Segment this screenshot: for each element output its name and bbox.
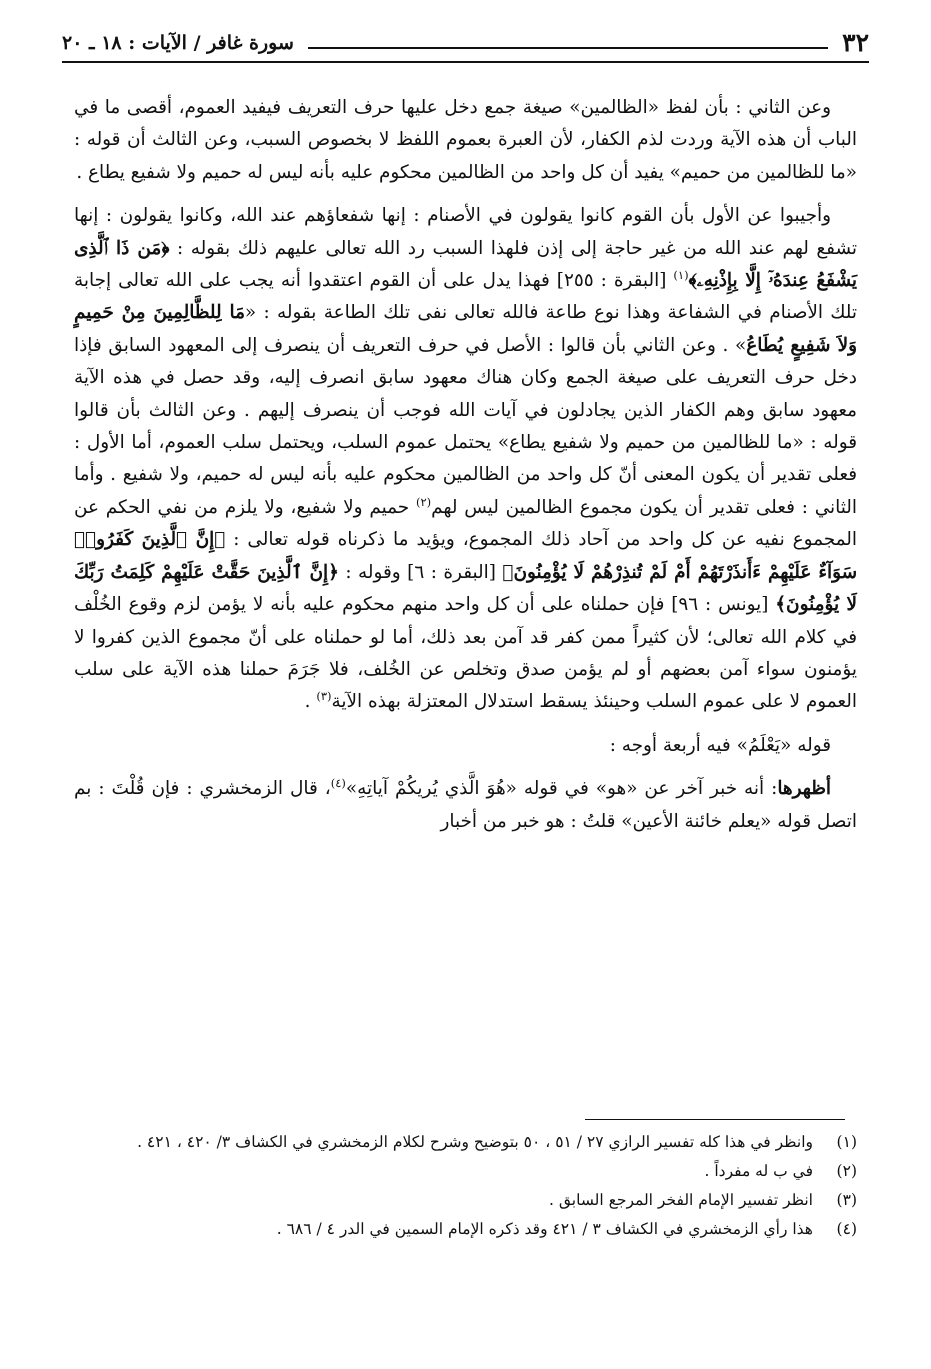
main-text: [74, 92, 857, 838]
footnote: [80, 1128, 857, 1157]
footnote-text: هذا رأي الزمخشري في الكشاف ٣ / ٤٢١ وقد ذكره الإمام السمين في الدر ٤ / ٦٨٦ .: [276, 1220, 813, 1238]
paragraph: [74, 730, 857, 762]
chapter-title: سورة غافر / الآيات : ١٨ ـ ٢٠: [62, 32, 294, 54]
footnote: [80, 1186, 857, 1215]
header-rule: [62, 61, 869, 63]
text-run: : أنه خبر آخر عن «هو» في قوله «هُوَ الَّذي يُريكُمْ آياتِهِ»: [345, 778, 778, 800]
bold-lead-word: أظهرها: [777, 778, 832, 800]
footnote-reference: (٤): [330, 776, 346, 790]
page-number: ٣٢: [842, 28, 869, 57]
header-rule-segment: [308, 47, 828, 49]
footnote-text: في ب له مفرداً .: [704, 1162, 813, 1180]
running-header: [62, 26, 869, 60]
paragraph: [74, 773, 857, 838]
text-run: [البقرة : ٢٥٥] فهذا يدل على أن القوم اعتقدوا أنه يجب على الله تعالى إجابة تلك الأصنام في الشفاعة وهذا نوع طاعة فالله تعالى نفى تلك الطاعة بقوله : «: [74, 270, 857, 324]
text-run: حميم ولا شفيع، ولا يلزم من نفي الحكم عن المجموع نفيه عن كل واحد من آحاد ذلك المجموع، ويؤيد ما ذكرناه قوله تعالى :: [74, 496, 857, 551]
text-run: [البقرة : ٦] وقوله :: [338, 561, 503, 583]
text-run: » . وعن الثاني بأن قالوا : الأصل في حرف التعريف أن ينصرف إلى المعهود السابق فإذا دخل حرف التعريف على صيغة الجمع وكان هناك معهود سابق انصرف إليه، وقد حصل في هذه الآية معهود سابق وهم الكفار الذين يجادلون في آيات الله فوجب أن ينصرف إليهم . وعن الثالث بأن قالوا قوله : «ما للظالمين من حميم ولا شفيع يطاع» يحتمل عموم السلب، ويحتمل سلب العموم، أما الأول : فعلى تقدير أن يكون المعنى أنّ كل واحد من الظالمين محكوم عليه بأنه ليس له حميم، ولا شفيع . وأما الثاني : فعلى تقدير أن يكون مجموع الظالمين ليس لهم: [74, 334, 858, 518]
footnote-separator: [585, 1119, 845, 1120]
footnote-reference: (٣): [316, 689, 332, 704]
footnote-text: انظر تفسير الإمام الفخر المرجع السابق .: [549, 1191, 813, 1209]
footnote-number: (٣): [836, 1191, 857, 1209]
footnotes: [80, 1128, 857, 1244]
paragraph: [74, 92, 857, 189]
quran-quote: مَا لِلظَّالِمِينَ مِنْ حَمِيمٍ وَلاَ شَفِيعٍ يُطَاعُ: [74, 302, 857, 356]
footnote: [80, 1215, 857, 1244]
text-run: .: [304, 691, 317, 713]
footnote: [80, 1157, 857, 1186]
footnote-number: (٢): [836, 1162, 857, 1180]
footnote-number: (١): [836, 1133, 857, 1151]
text-run: ، قال الزمخشري : فإن قُلْتَ : بم اتصل قوله «يعلم خائنة الأعين» قلتُ : هو خبر من أخبار: [74, 778, 857, 832]
text-run: قوله «يَعْلَمُ» فيه أربعة أوجه :: [609, 734, 831, 756]
quran-quote: ﴿إِنَّ ٱلَّذِينَ كَفَرُوا۟ سَوَآءٌ عَلَيْهِمْ ءَأَنذَرْتَهُمْ أَمْ لَمْ تُنذِرْهُمْ لَا يُؤْمِنُونَ﴾: [74, 529, 857, 583]
text-run: [يونس : ٩٦] فإن حملناه على أن كل واحد منهم محكوم عليه بأنه لا يؤمن لزم وقوع الخُلْف في كلام الله تعالى؛ لأن كثيراً ممن كفر قد آمن بعد ذلك، أما لو حملناه على أنّ مجموع الذين كفروا لا يؤمنون سواء آمن بعضهم أو لم يؤمن صدق وتخلص عن الخُلف، فلا جَرَمَ حملنا هذه الآية على سلب العموم لا على عموم السلب وحينئذ يسقط استدلال المعتزلة بهذه الآية: [74, 594, 857, 713]
quran-quote: ﴿إِنَّ ٱلَّذِينَ حَقَّتْ عَلَيْهِمْ كَلِمَتُ رَبِّكَ لَا يُؤْمِنُونَ﴾: [74, 561, 857, 616]
footnote-text: وانظر في هذا كله تفسير الرازي ٢٧ / ٥١ ، ٥٠ بتوضيح وشرح لكلام الزمخشري في الكشاف ٣/ ٤٢٠ ، ٤٢١ .: [137, 1133, 813, 1151]
quran-quote: ﴿مَن ذَا ٱلَّذِى يَشْفَعُ عِندَهُۥٓ إِلَّا بِإِذْنِهِۦ﴾: [74, 237, 857, 292]
footnote-reference: (٢): [415, 494, 432, 509]
footnote-number: (٤): [836, 1220, 857, 1238]
text-run: وأجيبوا عن الأول بأن القوم كانوا يقولون في الأصنام : إنها شفعاؤهم عند الله، وكانوا يقولون : إنها تشفع لهم عند الله من غير حاجة إلى إذن فلهذا السبب رد الله تعالى عليهم ذلك بقوله :: [74, 205, 857, 259]
text-run: وعن الثاني : بأن لفظ «الظالمين» صيغة جمع دخل عليها حرف التعريف فيفيد العموم، أقصى ما في الباب أن هذه الآية وردت لذم الكفار، لأن العبرة بعموم اللفظ لا بخصوص السبب، وعن الثالث أن قوله : «ما للظالمين من حميم» يفيد أن كل واحد من الظالمين محكوم عليه بأنه ليس له حميم ولا شفيع يطاع .: [74, 97, 857, 183]
footnote-reference: (١): [673, 267, 689, 282]
paragraph: [74, 200, 857, 719]
